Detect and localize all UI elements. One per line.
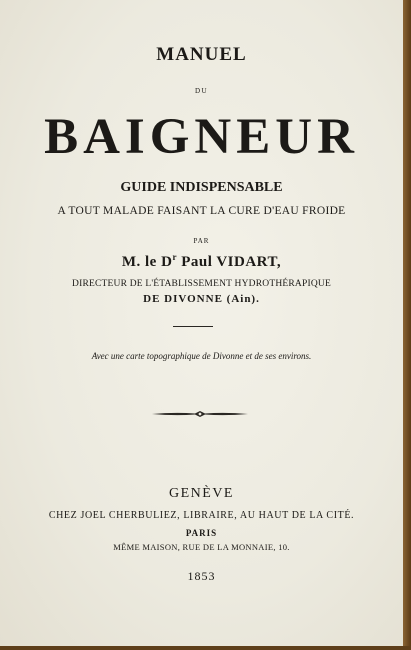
short-divider	[173, 326, 213, 327]
publisher-line: CHEZ JOEL CHERBULIEZ, LIBRAIRE, AU HAUT DE LA CITÉ.	[48, 510, 355, 521]
publication-year: 1853	[187, 569, 216, 583]
map-note: Avec une carte topographique de Divonne et de ses environs.	[91, 351, 312, 361]
author-role: DIRECTEUR DE L'ÉTABLISSEMENT HYDROTHÉRAPIQUE	[72, 279, 331, 289]
city-geneve: GENÈVE	[169, 486, 234, 501]
author-line	[0, 252, 403, 271]
author-name: Paul VIDART,	[181, 254, 282, 270]
paris-address: MÊME MAISON, RUE DE LA MONNAIE, 10.	[113, 542, 290, 552]
ornament-divider-icon	[150, 409, 250, 419]
book-edge-right	[403, 0, 411, 650]
subtitle: GUIDE INDISPENSABLE	[120, 180, 283, 195]
author-place: DE DIVONNE (Ain).	[143, 293, 260, 305]
city-paris: PARIS	[185, 528, 218, 538]
author-prefix: M. le D	[121, 254, 173, 270]
heading-manuel: MANUEL	[156, 44, 247, 65]
book-edge-bottom	[0, 646, 411, 650]
by-label: PAR	[193, 237, 210, 245]
main-title: BAIGNEUR	[44, 109, 359, 165]
author-sup: r	[172, 252, 177, 262]
subtitle-secondary: A TOUT MALADE FAISANT LA CURE D'EAU FROIDE	[57, 205, 346, 217]
heading-du: DU	[194, 87, 209, 95]
